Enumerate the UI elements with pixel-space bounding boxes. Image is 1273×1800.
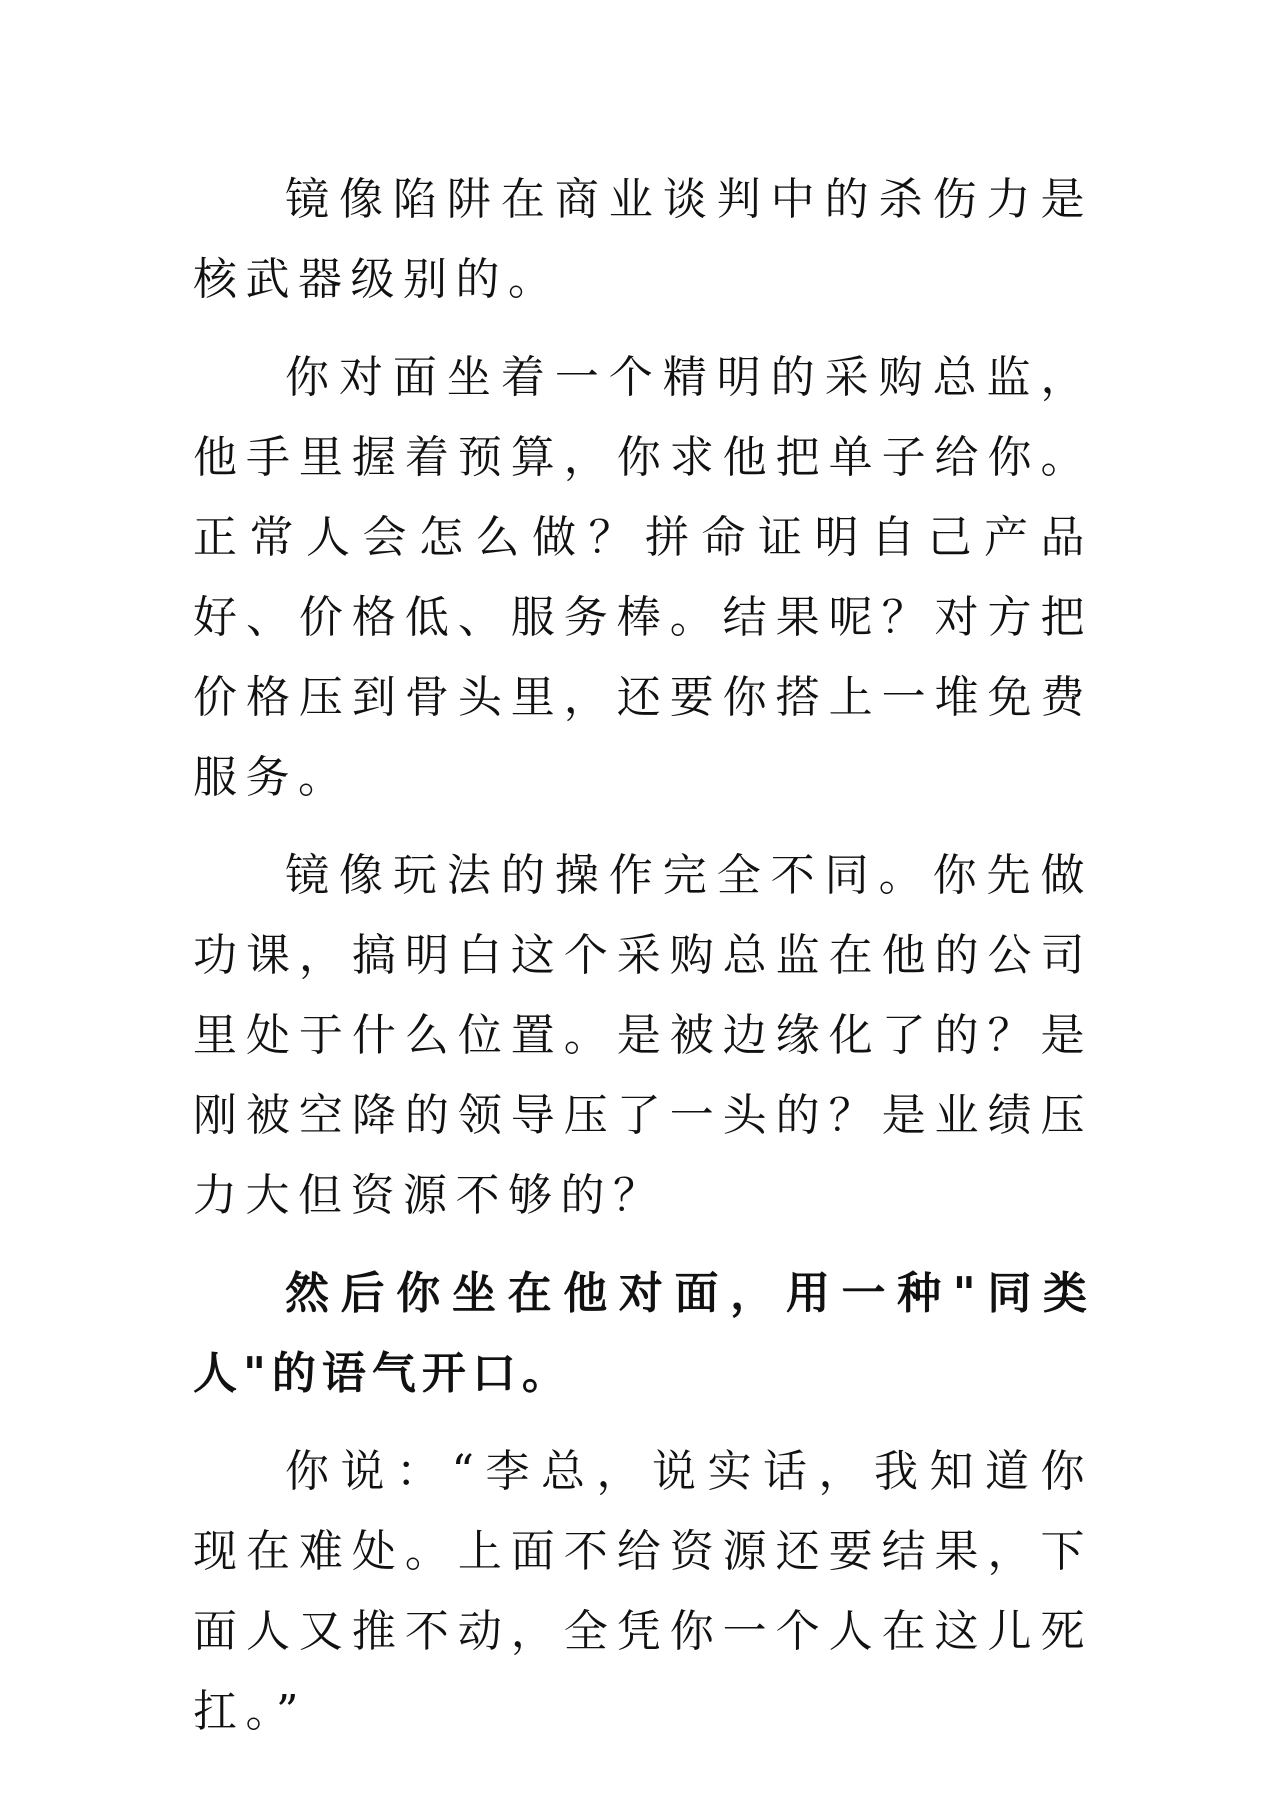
paragraph-3: 镜像玩法的操作完全不同。你先做功课，搞明白这个采购总监在他的公司里处于什么位置。是被边缘化了的？是刚被空降的领导压了一头的？是业绩压力大但资源不够的？ [193,850,1093,1221]
body-text [193,160,1093,1770]
paragraph-4-emphasis: 然后你坐在他对面，用一种"同类人"的语气开口。 [193,1268,1093,1399]
paragraph-5: 你说：“李总，说实话，我知道你现在难处。上面不给资源还要结果，下面人又推不动，全凭你一个人在这儿死扛。” [193,1446,1093,1737]
paragraph-1: 镜像陷阱在商业谈判中的杀伤力是核武器级别的。 [193,174,1093,305]
paragraph-2: 你对面坐着一个精明的采购总监，他手里握着预算，你求他把单子给你。正常人会怎么做？拼命证明自己产品好、价格低、服务棒。结果呢？对方把价格压到骨头里，还要你搭上一堆免费服务。 [193,352,1093,803]
